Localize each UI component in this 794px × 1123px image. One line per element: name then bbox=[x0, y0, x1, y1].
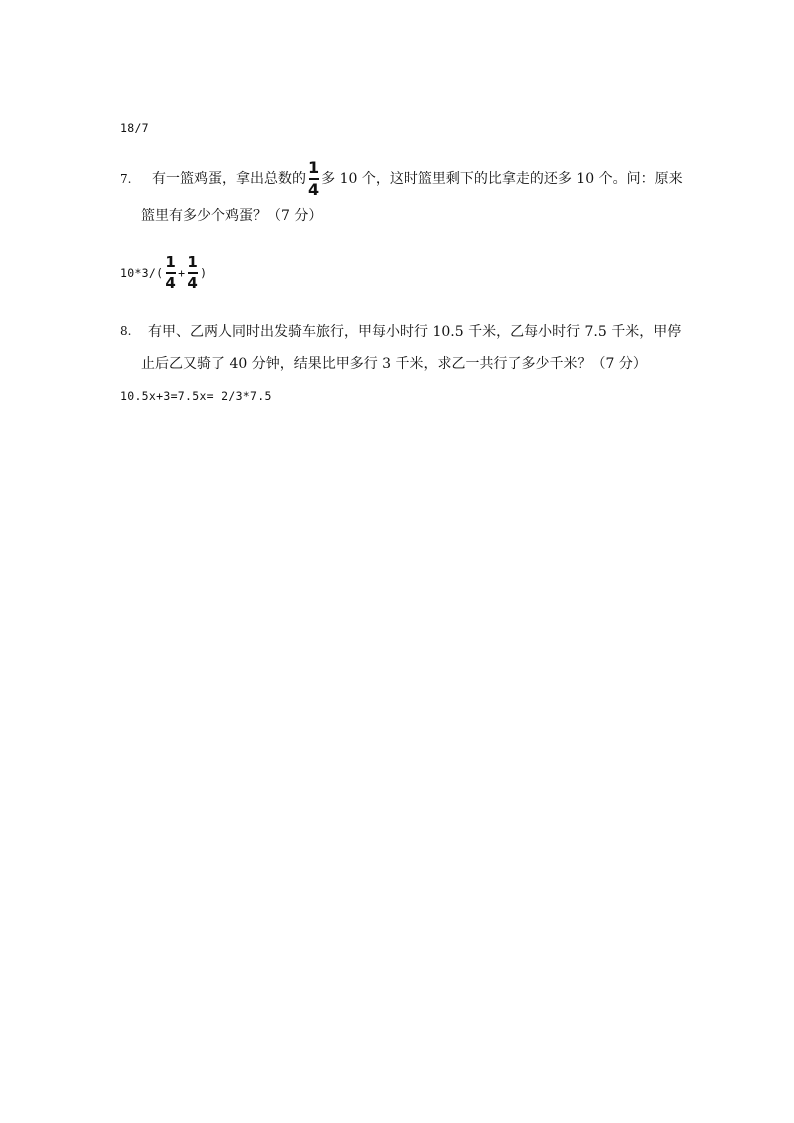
question-8-line-2: 止后乙又骑了 40 分钟，结果比甲多行 3 千米，求乙一共行了多少千米？（7 分） bbox=[141, 356, 647, 372]
answer-7-prefix: 10*3/( bbox=[120, 265, 164, 280]
answer-7-fraction-2 bbox=[186, 255, 199, 291]
question-7-number: 7. bbox=[120, 172, 132, 186]
answer-7-suffix: ) bbox=[200, 265, 208, 280]
fraction-one-quarter bbox=[307, 160, 320, 198]
answer-7-plus: + bbox=[178, 265, 186, 280]
fraction-denominator: 4 bbox=[165, 273, 177, 292]
answer-6: 18/7 bbox=[120, 121, 149, 135]
fraction-numerator: 1 bbox=[165, 253, 177, 271]
question-7-line-2: 篮里有多少个鸡蛋？（7 分） bbox=[141, 208, 323, 224]
fraction-numerator: 1 bbox=[308, 158, 320, 177]
fraction-numerator: 1 bbox=[187, 253, 199, 271]
question-7-text-after: 多 10 个，这时篮里剩下的比拿走的还多 10 个。问：原来 bbox=[321, 170, 683, 187]
answer-7 bbox=[120, 255, 207, 291]
fraction-denominator: 4 bbox=[187, 273, 199, 292]
question-8-line-1: 有甲、乙两人同时出发骑车旅行，甲每小时行 10.5 千米，乙每小时行 7.5 千米，甲停 bbox=[148, 324, 682, 340]
answer-8: 10.5x+3=7.5x= 2/3*7.5 bbox=[120, 389, 272, 403]
question-7-text-before: 有一篮鸡蛋，拿出总数的 bbox=[152, 170, 306, 187]
fraction-denominator: 4 bbox=[308, 179, 320, 199]
answer-7-fraction-1 bbox=[164, 255, 177, 291]
question-8-number: 8. bbox=[120, 324, 132, 338]
question-7-line-1 bbox=[152, 160, 683, 198]
